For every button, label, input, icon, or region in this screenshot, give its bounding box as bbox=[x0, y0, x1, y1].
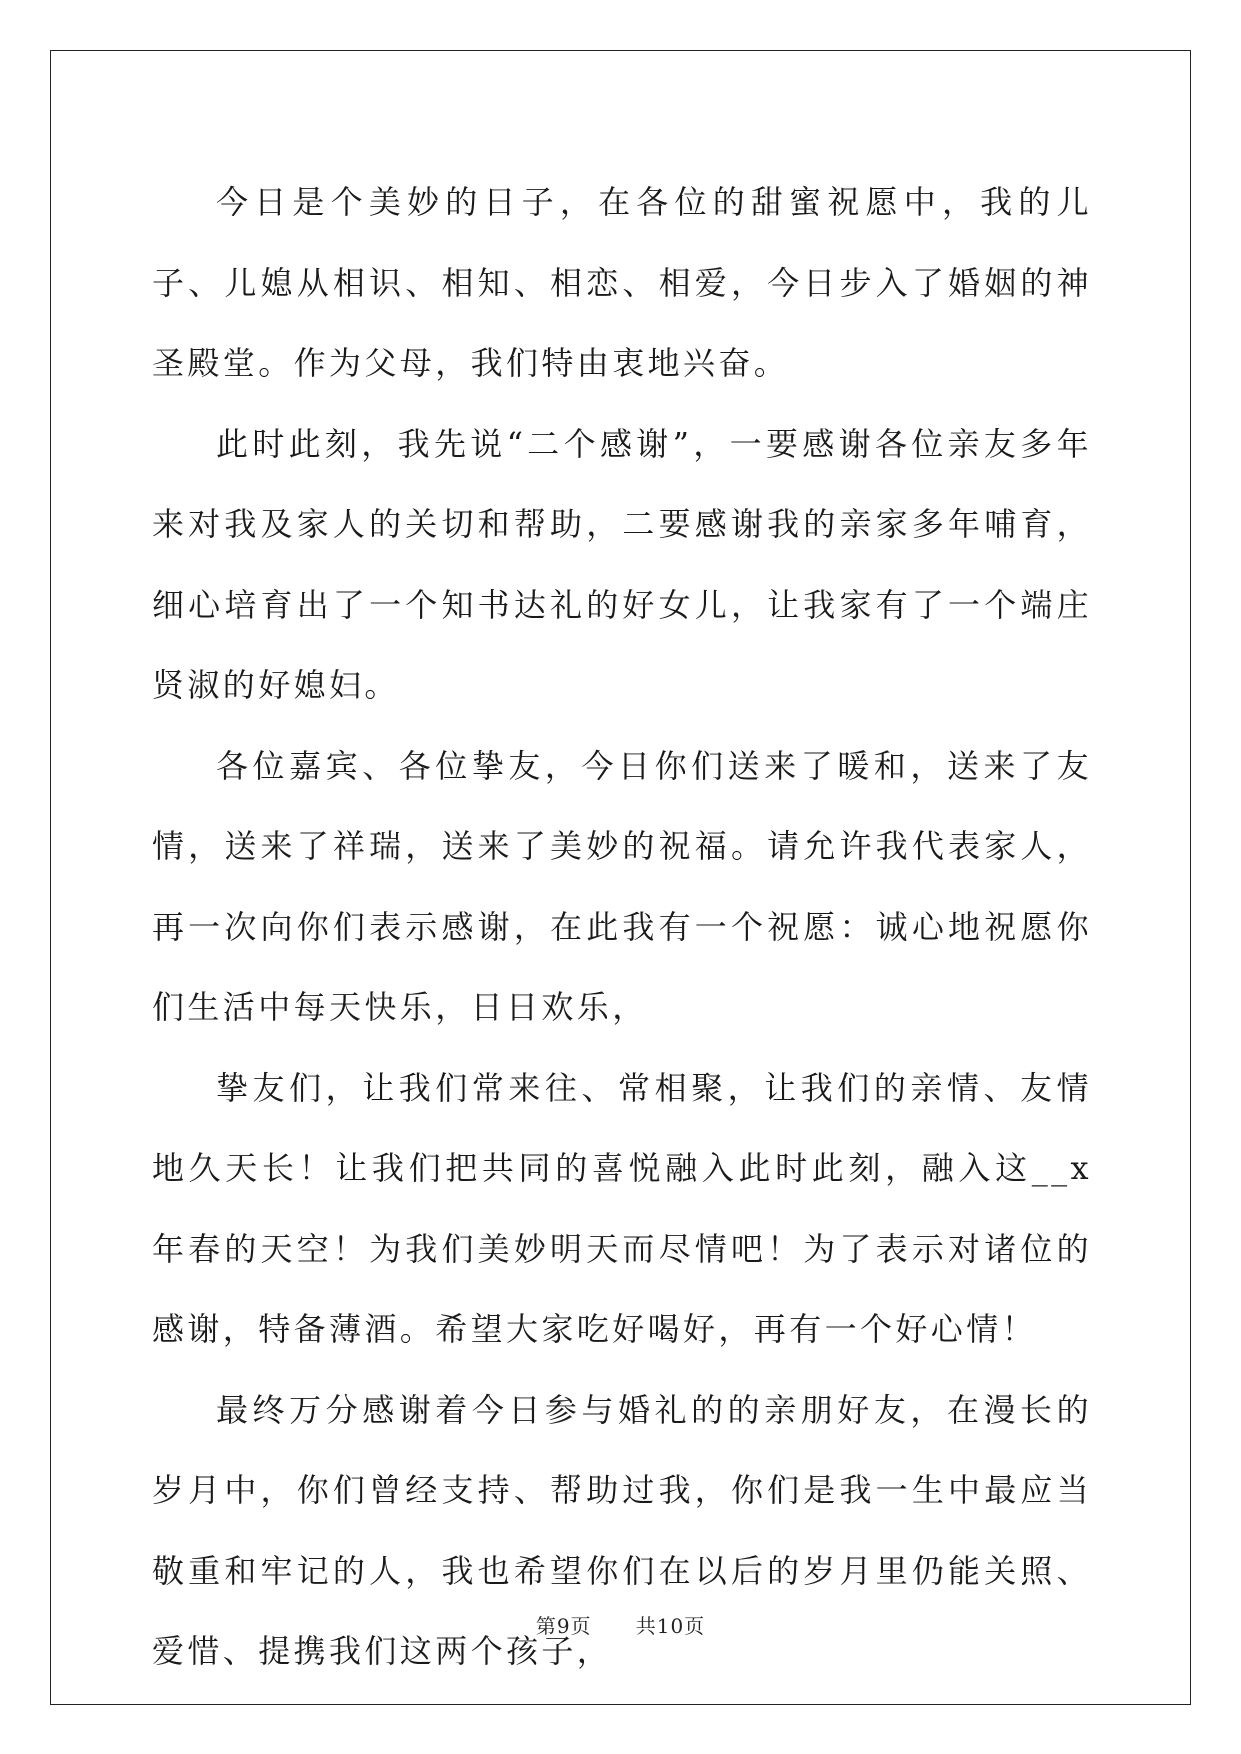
document-body bbox=[152, 162, 1092, 1692]
page-total: 共10页 bbox=[635, 1614, 706, 1638]
page-number: 第9页 bbox=[535, 1614, 592, 1638]
paragraph-3: 各位嘉宾、各位挚友，今日你们送来了暖和，送来了友情，送来了祥瑞，送来了美妙的祝福。请允许我代表家人，再一次向你们表示感谢，在此我有一个祝愿：诚心地祝愿你们生活中每天快乐，日日欢乐， bbox=[152, 746, 1092, 1026]
page-footer bbox=[0, 1610, 1241, 1639]
paragraph-4: 挚友们，让我们常来往、常相聚，让我们的亲情、友情地久天长！让我们把共同的喜悦融入此时此刻，融入这__x年春的天空！为我们美妙明天而尽情吧！为了表示对诸位的感谢，特备薄酒。希望大家吃好喝好，再有一个好心情！ bbox=[152, 1068, 1092, 1348]
paragraph-5: 最终万分感谢着今日参与婚礼的的亲朋好友，在漫长的岁月中，你们曾经支持、帮助过我，你们是我一生中最应当敬重和牢记的人，我也希望你们在以后的岁月里仍能关照、爱惜、提携我们这两个孩子， bbox=[152, 1390, 1092, 1670]
paragraph-1: 今日是个美妙的日子，在各位的甜蜜祝愿中，我的儿子、儿媳从相识、相知、相恋、相爱，今日步入了婚姻的神圣殿堂。作为父母，我们特由衷地兴奋。 bbox=[152, 183, 1092, 382]
footer-gap bbox=[599, 1614, 628, 1638]
paragraph-2: 此时此刻，我先说“二个感谢”，一要感谢各位亲友多年来对我及家人的关切和帮助，二要感谢我的亲家多年哺育，细心培育出了一个知书达礼的好女儿，让我家有了一个端庄贤淑的好媳妇。 bbox=[152, 424, 1092, 704]
